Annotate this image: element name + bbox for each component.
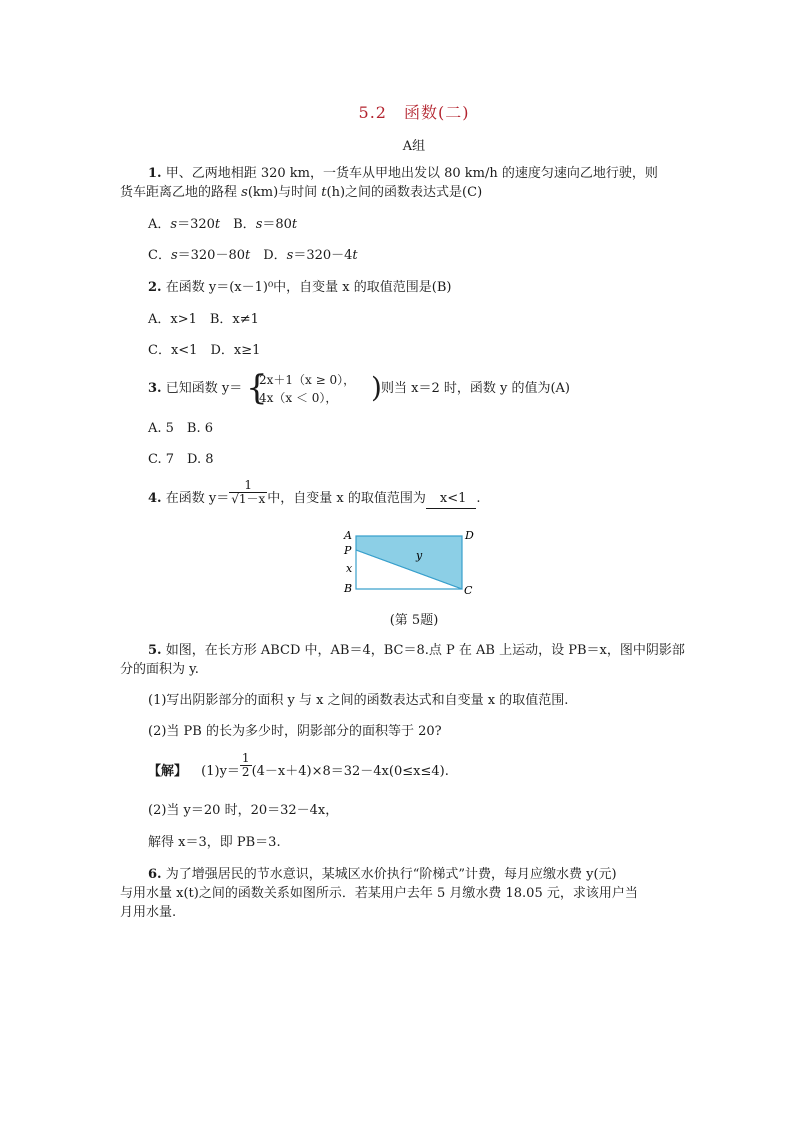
q2-text: 在函数 y＝(x－1)⁰中，自变量 x 的取值范围是(B) [165, 280, 452, 295]
q1-opt-c-t: t [244, 248, 251, 263]
q1-line1 [148, 165, 658, 183]
q5-sub1: (1)写出阴影部分的面积 y 与 x 之间的函数表达式和自变量 x 的取值范围. [148, 693, 569, 708]
q5-solution-line3: 解得 x＝3，即 PB＝3. [148, 835, 281, 850]
q1-var-s: s [241, 185, 248, 200]
q1-var-t: t [321, 185, 327, 200]
q4-number: 4. [148, 491, 162, 506]
q1-opt-a-s: s [170, 217, 178, 232]
q5-sol1-pre: (1)y＝ [201, 764, 240, 779]
q3-text-pre: 已知函数 y＝ [165, 381, 243, 396]
label-c: C [464, 584, 473, 597]
label-y: y [416, 549, 423, 562]
figure-5-caption: (第 5题) [389, 613, 439, 628]
q1-text-2c: (h)之间的函数表达式是(C) [326, 185, 483, 200]
q1-text-2b: (km)与时间 [247, 185, 322, 200]
q1-opt-c-s: s [170, 248, 178, 263]
q5-text-1: 如图，在长方形 ABCD 中，AB＝4，BC＝8.点 P 在 AB 上运动，设 PB＝x，图中阴影部 [165, 643, 685, 658]
q1-opt-b-s: s [255, 217, 263, 232]
q2-options-cd: C．x<1 D．x≥1 [148, 343, 261, 358]
q1-opt-d-t: t [352, 248, 358, 263]
q3-number: 3. [148, 381, 162, 396]
q5-line1 [148, 642, 685, 660]
q5-solution-line2: (2)当 y＝20 时，20＝32－4x， [148, 803, 339, 818]
solution-label: 【解】 [148, 764, 188, 779]
label-a: A [344, 529, 352, 542]
q5-sub2: (2)当 PB 的长为多少时，阴影部分的面积等于 20? [148, 724, 442, 739]
q1-opt-b-t: t [291, 217, 298, 232]
q4-text-mid: 中，自变量 x 的取值范围为 [267, 491, 426, 506]
q1-opt-d-label: D． [250, 248, 287, 263]
label-p: P [344, 544, 352, 557]
q1-opt-c-label: C． [148, 248, 171, 263]
shaded-region [356, 536, 462, 589]
q2-question [148, 279, 451, 297]
q5-frac-denominator: 2 [241, 765, 250, 779]
q3-question [148, 380, 242, 398]
q1-opt-d-expr: ＝320－4 [293, 248, 353, 263]
q4-text-post: . [476, 491, 481, 506]
q5-sol1-post: (4－x＋4)×8＝32－4x(0≤x≤4). [251, 764, 449, 779]
section-title: 5.2 函数(二) [358, 103, 470, 122]
q6-line1 [148, 866, 617, 884]
q4-frac-denominator: √1－x [231, 492, 266, 506]
q3-case-1: 2x＋1（x ≥ 0）， [259, 373, 356, 387]
q5-solution-line1 [148, 751, 449, 781]
q1-options-ab [148, 216, 297, 234]
q1-opt-a-label: A． [148, 217, 171, 232]
q2-number: 2. [148, 280, 162, 295]
q6-line2: 与用水量 x(t)之间的函数关系如图所示．若某用户去年 5 月缴水费 18.05 元，求该用户当 [120, 886, 638, 901]
q1-opt-c-expr: ＝320－80 [177, 248, 245, 263]
q5-number: 5. [148, 643, 162, 658]
q3-options-cd: C. 7 D. 8 [148, 452, 214, 467]
q6-text-1: 为了增强居民的节水意识，某城区水价执行“阶梯式”计费，每月应缴水费 y(元) [165, 867, 617, 882]
q4-text-pre: 在函数 y＝ [165, 491, 230, 506]
q2-options-ab: A．x>1 B．x≠1 [148, 312, 259, 327]
q6-line3: 月用水量. [120, 905, 177, 920]
q1-opt-d-s: s [286, 248, 294, 263]
q5-frac-numerator: 1 [241, 751, 250, 765]
q5-sol1-fraction [240, 752, 252, 779]
q1-line2 [120, 184, 482, 202]
q1-text-1: 甲、乙两地相距 320 km，一货车从甲地出发以 80 km/h 的速度匀速向乙地行驶，则 [165, 166, 658, 181]
q3-left-brace: { [246, 368, 268, 408]
q4-fraction [229, 479, 267, 506]
figure-5-rectangle-diagram [340, 528, 480, 598]
label-x: x [346, 562, 353, 575]
q4-question [148, 478, 481, 509]
q3-options-ab: A. 5 B. 6 [148, 421, 214, 436]
q3-right-paren: ) [371, 371, 382, 404]
group-label: A组 [402, 139, 426, 154]
q1-opt-a-expr: ＝320 [177, 217, 215, 232]
label-b: B [344, 582, 353, 595]
q5-line2: 分的面积为 y. [120, 662, 199, 677]
q1-opt-a-t: t [214, 217, 221, 232]
q4-frac-numerator: 1 [229, 479, 267, 493]
q3-text-post: 则当 x＝2 时，函数 y 的值为(A) [381, 381, 571, 396]
q1-text-2a: 货车距离乙地的路程 [120, 185, 242, 200]
label-d: D [465, 529, 474, 542]
q3-case-2: 4x（x ＜ 0）， [259, 391, 338, 405]
q1-opt-b-expr: ＝80 [262, 217, 292, 232]
q1-options-cd [148, 247, 358, 265]
q1-opt-b-label: B． [220, 217, 256, 232]
q1-number: 1. [148, 166, 162, 181]
q4-answer-blank: x<1 [426, 490, 477, 509]
q6-number: 6. [148, 867, 162, 882]
